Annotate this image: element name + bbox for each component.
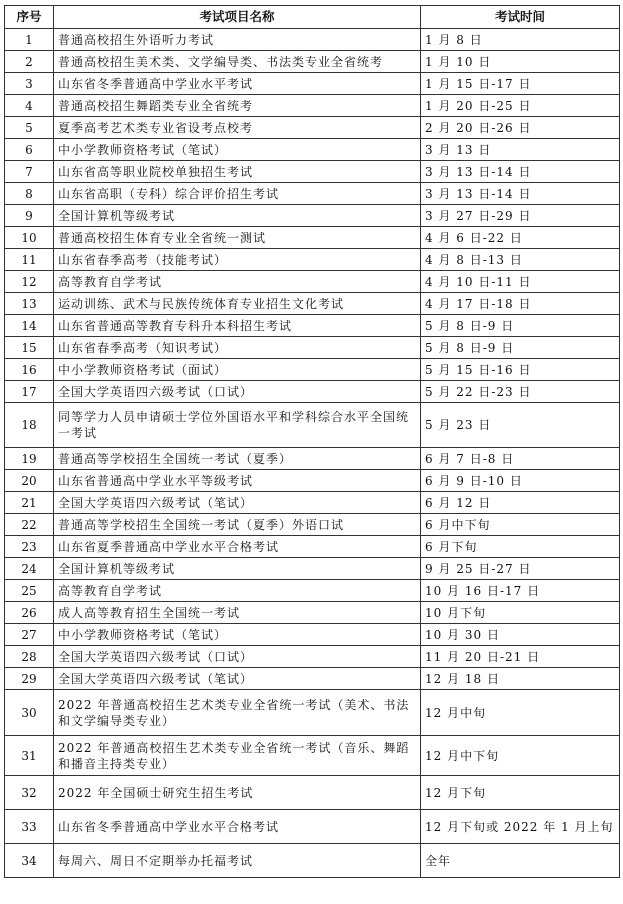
row-number: 5 xyxy=(5,117,54,139)
row-number: 32 xyxy=(5,776,54,810)
exam-name: 全国大学英语四六级考试（笔试） xyxy=(54,668,421,690)
row-number: 28 xyxy=(5,646,54,668)
exam-time: 5 月 22 日-23 日 xyxy=(421,381,620,403)
table-row xyxy=(5,359,620,381)
row-number: 13 xyxy=(5,293,54,315)
exam-name: 成人高等教育招生全国统一考试 xyxy=(54,602,421,624)
row-number: 29 xyxy=(5,668,54,690)
exam-name: 2022 年普通高校招生艺术类专业全省统一考试（音乐、舞蹈和播音主持类专业） xyxy=(54,736,421,776)
row-number: 30 xyxy=(5,690,54,736)
exam-time: 1 月 20 日-25 日 xyxy=(421,95,620,117)
exam-name: 全国大学英语四六级考试（笔试） xyxy=(54,492,421,514)
row-number: 21 xyxy=(5,492,54,514)
exam-name: 2022 年全国硕士研究生招生考试 xyxy=(54,776,421,810)
table-row xyxy=(5,403,620,448)
exam-name: 中小学教师资格考试（笔试） xyxy=(54,624,421,646)
exam-name: 山东省春季高考（技能考试） xyxy=(54,249,421,271)
exam-time: 12 月中下旬 xyxy=(421,736,620,776)
table-row xyxy=(5,139,620,161)
header-time: 考试时间 xyxy=(421,6,620,29)
exam-time: 10 月 30 日 xyxy=(421,624,620,646)
table-row xyxy=(5,381,620,403)
exam-time: 3 月 27 日-29 日 xyxy=(421,205,620,227)
exam-schedule-table xyxy=(4,5,620,878)
exam-name: 中小学教师资格考试（面试） xyxy=(54,359,421,381)
table-row xyxy=(5,690,620,736)
exam-name: 普通高校招生体育专业全省统一测试 xyxy=(54,227,421,249)
table-row xyxy=(5,161,620,183)
exam-time: 4 月 10 日-11 日 xyxy=(421,271,620,293)
exam-time: 9 月 25 日-27 日 xyxy=(421,558,620,580)
exam-name: 山东省冬季普通高中学业水平合格考试 xyxy=(54,810,421,844)
exam-name: 高等教育自学考试 xyxy=(54,271,421,293)
exam-name: 山东省夏季普通高中学业水平合格考试 xyxy=(54,536,421,558)
exam-name: 全国大学英语四六级考试（口试） xyxy=(54,381,421,403)
table-row xyxy=(5,337,620,359)
exam-name: 全国大学英语四六级考试（口试） xyxy=(54,646,421,668)
row-number: 31 xyxy=(5,736,54,776)
table-row xyxy=(5,271,620,293)
row-number: 27 xyxy=(5,624,54,646)
exam-time: 4 月 8 日-13 日 xyxy=(421,249,620,271)
exam-time: 12 月下旬或 2022 年 1 月上旬 xyxy=(421,810,620,844)
row-number: 34 xyxy=(5,844,54,878)
exam-name: 普通高校招生美术类、文学编导类、书法类专业全省统考 xyxy=(54,51,421,73)
exam-name: 山东省高等职业院校单独招生考试 xyxy=(54,161,421,183)
exam-name: 全国计算机等级考试 xyxy=(54,205,421,227)
exam-time: 6 月下旬 xyxy=(421,536,620,558)
row-number: 14 xyxy=(5,315,54,337)
exam-time: 5 月 23 日 xyxy=(421,403,620,448)
table-row xyxy=(5,668,620,690)
table-row xyxy=(5,492,620,514)
exam-name: 普通高校招生舞蹈类专业全省统考 xyxy=(54,95,421,117)
table-row xyxy=(5,249,620,271)
row-number: 20 xyxy=(5,470,54,492)
row-number: 23 xyxy=(5,536,54,558)
row-number: 8 xyxy=(5,183,54,205)
exam-time: 12 月下旬 xyxy=(421,776,620,810)
exam-time: 12 月 18 日 xyxy=(421,668,620,690)
exam-time: 4 月 17 日-18 日 xyxy=(421,293,620,315)
row-number: 24 xyxy=(5,558,54,580)
exam-time: 11 月 20 日-21 日 xyxy=(421,646,620,668)
row-number: 15 xyxy=(5,337,54,359)
header-no: 序号 xyxy=(5,6,54,29)
exam-name: 山东省普通高等教育专科升本科招生考试 xyxy=(54,315,421,337)
exam-name: 夏季高考艺术类专业省设考点校考 xyxy=(54,117,421,139)
row-number: 3 xyxy=(5,73,54,95)
row-number: 9 xyxy=(5,205,54,227)
exam-time: 5 月 8 日-9 日 xyxy=(421,337,620,359)
exam-name: 山东省春季高考（知识考试） xyxy=(54,337,421,359)
table-row xyxy=(5,293,620,315)
table-row xyxy=(5,736,620,776)
exam-name: 全国计算机等级考试 xyxy=(54,558,421,580)
table-row xyxy=(5,183,620,205)
row-number: 18 xyxy=(5,403,54,448)
table-row xyxy=(5,602,620,624)
exam-name: 同等学力人员申请硕士学位外国语水平和学科综合水平全国统一考试 xyxy=(54,403,421,448)
table-row xyxy=(5,558,620,580)
exam-time: 1 月 8 日 xyxy=(421,29,620,51)
exam-name: 山东省冬季普通高中学业水平考试 xyxy=(54,73,421,95)
row-number: 4 xyxy=(5,95,54,117)
table-row xyxy=(5,776,620,810)
row-number: 1 xyxy=(5,29,54,51)
table-row xyxy=(5,470,620,492)
table-row xyxy=(5,29,620,51)
exam-time: 3 月 13 日-14 日 xyxy=(421,161,620,183)
table-row xyxy=(5,117,620,139)
table-header-row xyxy=(5,6,620,29)
row-number: 2 xyxy=(5,51,54,73)
exam-time: 1 月 10 日 xyxy=(421,51,620,73)
exam-name: 普通高等学校招生全国统一考试（夏季）外语口试 xyxy=(54,514,421,536)
table-row xyxy=(5,514,620,536)
table-row xyxy=(5,810,620,844)
row-number: 25 xyxy=(5,580,54,602)
header-name: 考试项目名称 xyxy=(54,6,421,29)
exam-name: 普通高校招生外语听力考试 xyxy=(54,29,421,51)
exam-time: 1 月 15 日-17 日 xyxy=(421,73,620,95)
table-row xyxy=(5,448,620,470)
row-number: 22 xyxy=(5,514,54,536)
table-row xyxy=(5,227,620,249)
row-number: 33 xyxy=(5,810,54,844)
row-number: 11 xyxy=(5,249,54,271)
exam-time: 10 月下旬 xyxy=(421,602,620,624)
exam-name: 山东省普通高中学业水平等级考试 xyxy=(54,470,421,492)
exam-name: 每周六、周日不定期举办托福考试 xyxy=(54,844,421,878)
exam-name: 运动训练、武术与民族传统体育专业招生文化考试 xyxy=(54,293,421,315)
exam-time: 6 月中下旬 xyxy=(421,514,620,536)
row-number: 17 xyxy=(5,381,54,403)
exam-time: 3 月 13 日-14 日 xyxy=(421,183,620,205)
table-row xyxy=(5,315,620,337)
table-row xyxy=(5,624,620,646)
table-row xyxy=(5,580,620,602)
exam-name: 高等教育自学考试 xyxy=(54,580,421,602)
row-number: 6 xyxy=(5,139,54,161)
table-row xyxy=(5,646,620,668)
table-row xyxy=(5,844,620,878)
row-number: 12 xyxy=(5,271,54,293)
exam-time: 5 月 15 日-16 日 xyxy=(421,359,620,381)
row-number: 19 xyxy=(5,448,54,470)
exam-time: 3 月 13 日 xyxy=(421,139,620,161)
exam-name: 中小学教师资格考试（笔试） xyxy=(54,139,421,161)
exam-name: 普通高等学校招生全国统一考试（夏季） xyxy=(54,448,421,470)
table-row xyxy=(5,73,620,95)
table-body xyxy=(5,29,620,878)
table-row xyxy=(5,536,620,558)
exam-time: 6 月 7 日-8 日 xyxy=(421,448,620,470)
exam-time: 4 月 6 日-22 日 xyxy=(421,227,620,249)
exam-time: 10 月 16 日-17 日 xyxy=(421,580,620,602)
exam-time: 6 月 12 日 xyxy=(421,492,620,514)
exam-time: 12 月中旬 xyxy=(421,690,620,736)
table-row xyxy=(5,95,620,117)
table-row xyxy=(5,205,620,227)
table-row xyxy=(5,51,620,73)
row-number: 7 xyxy=(5,161,54,183)
exam-time: 5 月 8 日-9 日 xyxy=(421,315,620,337)
exam-time: 全年 xyxy=(421,844,620,878)
exam-name: 2022 年普通高校招生艺术类专业全省统一考试（美术、书法和文学编导类专业） xyxy=(54,690,421,736)
exam-name: 山东省高职（专科）综合评价招生考试 xyxy=(54,183,421,205)
row-number: 26 xyxy=(5,602,54,624)
row-number: 16 xyxy=(5,359,54,381)
exam-time: 6 月 9 日-10 日 xyxy=(421,470,620,492)
row-number: 10 xyxy=(5,227,54,249)
exam-time: 2 月 20 日-26 日 xyxy=(421,117,620,139)
